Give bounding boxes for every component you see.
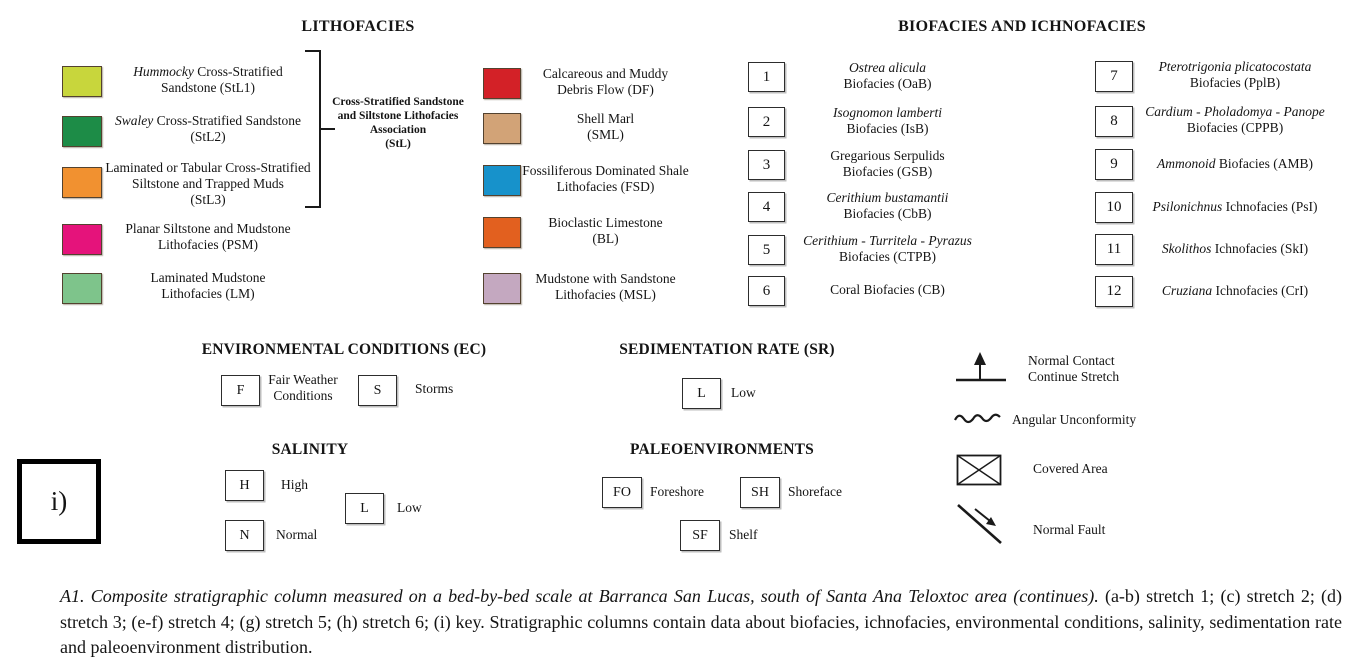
label-em: Ostrea alicula (848, 60, 927, 75)
salinity-high-box (225, 470, 264, 501)
label-line-4: (StL) (385, 138, 411, 150)
biofacies-7-label (1135, 59, 1335, 91)
label-line-1 (1135, 241, 1335, 257)
label-text: Cross-Stratified (193, 64, 283, 79)
label-em: Psilonichnus (1152, 199, 1223, 214)
code-letter: L (697, 385, 706, 401)
label-line-2: Continue Stretch (1028, 369, 1120, 384)
label-text: Cross-Stratified Sandstone (153, 113, 301, 128)
label-line-1 (1135, 59, 1335, 75)
label-line-2: Biofacies (CTPB) (838, 249, 937, 264)
label-line-2: Biofacies (OaB) (843, 76, 932, 91)
salinity-low-box (345, 493, 384, 524)
lithofacies-label-bl (513, 215, 698, 247)
label-line-1: Coral Biofacies (CB) (830, 282, 945, 297)
label-text: Ichnofacies (SkI) (1211, 241, 1309, 256)
label-line-2: Biofacies (GSB) (842, 164, 933, 179)
label-line-1 (790, 233, 985, 249)
lithofacies-label-fsd (513, 163, 698, 195)
label-line-1 (88, 113, 328, 129)
label-em: Hummocky (133, 64, 194, 79)
key-panel-letter: i) (50, 486, 68, 516)
label-line-1: Bioclastic Limestone (548, 215, 663, 230)
normal-fault-label: Normal Fault (1033, 522, 1106, 537)
angular-unconformity-icon (952, 410, 1004, 426)
salinity-normal-label: Normal (276, 527, 318, 542)
paleo-foreshore-box (602, 477, 642, 508)
sr-low-label: Low (731, 385, 756, 400)
label-line-2: Debris Flow (DF) (557, 82, 654, 97)
biofacies-number: 1 (762, 68, 771, 85)
caption-regular-part: (a-b) stretch 1; (c) stretch 2; (d) stretch 3; (e-f) stretch 4; (g) stretch 5; (h) stretch 6; (i) key. Stratigraphic columns contain data about biofacies, ichnofacies, environmental conditions, salinity, sedimentation rate and paleoenvironment distribution. (60, 586, 1343, 657)
biofacies-6-box (748, 276, 785, 306)
label-line-1: Fossiliferous Dominated Shale (522, 163, 689, 178)
label-em: Cerithium - Turritela - Pyrazus (803, 233, 972, 248)
label-text: Ichnofacies (CrI) (1212, 283, 1309, 298)
biofacies-8-label (1135, 104, 1335, 136)
label-line-2: Lithofacies (FSD) (556, 179, 655, 194)
biofacies-number: 4 (762, 198, 771, 215)
paleoenvironments-title: PALEOENVIRONMENTS (630, 441, 814, 458)
label-em: Cerithium bustamantii (826, 190, 949, 205)
biofacies-number: 2 (762, 113, 771, 130)
biofacies-3-label (790, 148, 985, 180)
label-line-2: Biofacies (IsB) (846, 121, 929, 136)
label-line-1 (1135, 104, 1335, 120)
key-panel-box (17, 459, 101, 544)
salinity-low-label: Low (397, 500, 422, 515)
ec-fair-weather-label (258, 372, 348, 404)
label-line-1: Planar Siltstone and Mudstone (125, 221, 291, 236)
biofacies-6-label (790, 282, 985, 298)
biofacies-4-box (748, 192, 785, 222)
biofacies-3-box (748, 150, 785, 180)
biofacies-9-box (1095, 149, 1133, 180)
label-line-2: Lithofacies (LM) (161, 286, 255, 301)
label-line-1 (1135, 283, 1335, 299)
label-line-2: Conditions (273, 388, 333, 403)
label-em: Isognomon lamberti (832, 105, 943, 120)
biofacies-12-box (1095, 276, 1133, 307)
label-line-1 (790, 60, 985, 76)
biofacies-9-label (1135, 156, 1335, 172)
label-line-2: and Siltstone Lithofacies (337, 110, 459, 122)
lithofacies-label-msl (513, 271, 698, 303)
lithofacies-label-psm (88, 221, 328, 253)
label-line-2: Lithofacies (MSL) (555, 287, 656, 302)
label-line-2: Sandstone (StL1) (160, 80, 256, 95)
paleo-shoreface-box (740, 477, 780, 508)
biofacies-2-box (748, 107, 785, 137)
code-letter: SF (692, 527, 708, 543)
label-line-1 (1135, 199, 1335, 215)
biofacies-10-label (1135, 199, 1335, 215)
lithofacies-association-label (328, 95, 468, 151)
label-line-1: Laminated Mudstone (150, 270, 266, 285)
ec-fair-weather-box (221, 375, 260, 406)
paleo-foreshore-label: Foreshore (650, 484, 704, 499)
biofacies-4-label (790, 190, 985, 222)
label-text: Biofacies (AMB) (1215, 156, 1313, 171)
figure-caption (60, 584, 1342, 661)
label-line-2: (BL) (592, 231, 619, 246)
label-em: Swaley (115, 113, 154, 128)
label-line-2: Lithofacies (PSM) (157, 237, 259, 252)
biofacies-11-label (1135, 241, 1335, 257)
salinity-normal-box (225, 520, 264, 551)
biofacies-number: 3 (762, 156, 771, 173)
biofacies-7-box (1095, 61, 1133, 92)
biofacies-number: 8 (1110, 113, 1118, 129)
label-line-1: Laminated or Tabular Cross-Stratified (105, 160, 311, 175)
label-line-1: Mudstone with Sandstone (535, 271, 676, 286)
label-line-1: Calcareous and Muddy (542, 66, 669, 81)
ec-storms-box (358, 375, 397, 406)
label-line-1: Normal Contact (1028, 353, 1115, 368)
code-letter: L (360, 500, 369, 516)
biofacies-number: 9 (1110, 156, 1118, 172)
label-line-2: Biofacies (CPPB) (1186, 120, 1284, 135)
label-em: Cardium - Pholadomya - Panope (1145, 104, 1325, 119)
biofacies-5-box (748, 235, 785, 265)
label-line-1 (790, 105, 985, 121)
biofacies-1-label (790, 60, 985, 92)
lithofacies-label-lm (88, 270, 328, 302)
paleo-shelf-label: Shelf (729, 527, 758, 542)
environmental-conditions-title: ENVIRONMENTAL CONDITIONS (EC) (201, 341, 487, 358)
label-line-3: Association (369, 124, 427, 136)
lithofacies-label-stl2 (88, 113, 328, 145)
salinity-high-label: High (281, 477, 308, 492)
label-em: Skolithos (1161, 241, 1212, 256)
label-line-1: Gregarious Serpulids (830, 148, 945, 163)
ec-storms-label: Storms (415, 381, 454, 396)
label-text: Ichnofacies (PsI) (1222, 199, 1318, 214)
label-line-2: Siltstone and Trapped Muds (132, 176, 284, 191)
code-letter: H (239, 477, 250, 493)
biofacies-number: 12 (1106, 283, 1122, 299)
label-em: Pterotrigonia plicatocostata (1158, 59, 1312, 74)
lithofacies-label-stl3 (88, 160, 328, 208)
label-line-1 (790, 190, 985, 206)
normal-fault-icon (950, 498, 1012, 550)
biofacies-1-box (748, 62, 785, 92)
sr-low-box (682, 378, 721, 409)
lithofacies-title: LITHOFACIES (301, 18, 415, 35)
code-letter: SH (751, 484, 769, 500)
association-bracket-bottom-tick (305, 206, 320, 208)
label-em: Ammonoid (1157, 156, 1216, 171)
lithofacies-label-df (513, 66, 698, 98)
label-line-1: Cross-Stratified Sandstone (332, 96, 464, 108)
label-line-1 (88, 64, 328, 80)
label-line-2: (SML) (587, 127, 624, 142)
biofacies-5-label (790, 233, 985, 265)
biofacies-12-label (1135, 283, 1335, 299)
biofacies-title: BIOFACIES AND ICHNOFACIES (898, 18, 1146, 35)
paleo-shelf-box (680, 520, 720, 551)
biofacies-number: 10 (1106, 199, 1122, 215)
paleo-shoreface-label: Shoreface (788, 484, 842, 499)
label-line-2: Biofacies (PplB) (1189, 75, 1281, 90)
biofacies-number: 5 (762, 241, 771, 258)
salinity-title: SALINITY (271, 441, 349, 458)
label-line-1 (1135, 156, 1335, 172)
label-line-2: (StL2) (190, 129, 226, 144)
code-letter: S (373, 382, 382, 398)
code-letter: F (236, 382, 245, 398)
code-letter: FO (613, 484, 631, 500)
label-em: Cruziana (1161, 283, 1213, 298)
biofacies-8-box (1095, 106, 1133, 137)
normal-contact-icon (950, 350, 1012, 386)
angular-unconformity-label: Angular Unconformity (1012, 412, 1137, 427)
biofacies-number: 6 (762, 282, 771, 299)
biofacies-11-box (1095, 234, 1133, 265)
lithofacies-label-stl1 (88, 64, 328, 96)
covered-area-label: Covered Area (1033, 461, 1108, 476)
label-line-3: (StL3) (190, 192, 226, 207)
biofacies-number: 7 (1110, 68, 1118, 84)
normal-contact-label (1028, 353, 1158, 385)
association-bracket-top-tick (305, 50, 320, 52)
covered-area-icon (956, 454, 1002, 486)
code-letter: N (239, 527, 250, 543)
caption-italic-part: A1. Composite stratigraphic column measured on a bed-by-bed scale at Barranca San Lucas, south of Santa Ana Teloxtoc area (continues). (60, 586, 1099, 606)
biofacies-10-box (1095, 192, 1133, 223)
label-line-1: Fair Weather (268, 372, 338, 387)
label-line-2: Biofacies (CbB) (843, 206, 932, 221)
biofacies-2-label (790, 105, 985, 137)
lithofacies-label-sml (513, 111, 698, 143)
label-line-1: Shell Marl (576, 111, 635, 126)
sedimentation-rate-title: SEDIMENTATION RATE (SR) (619, 341, 835, 358)
biofacies-number: 11 (1106, 241, 1122, 257)
